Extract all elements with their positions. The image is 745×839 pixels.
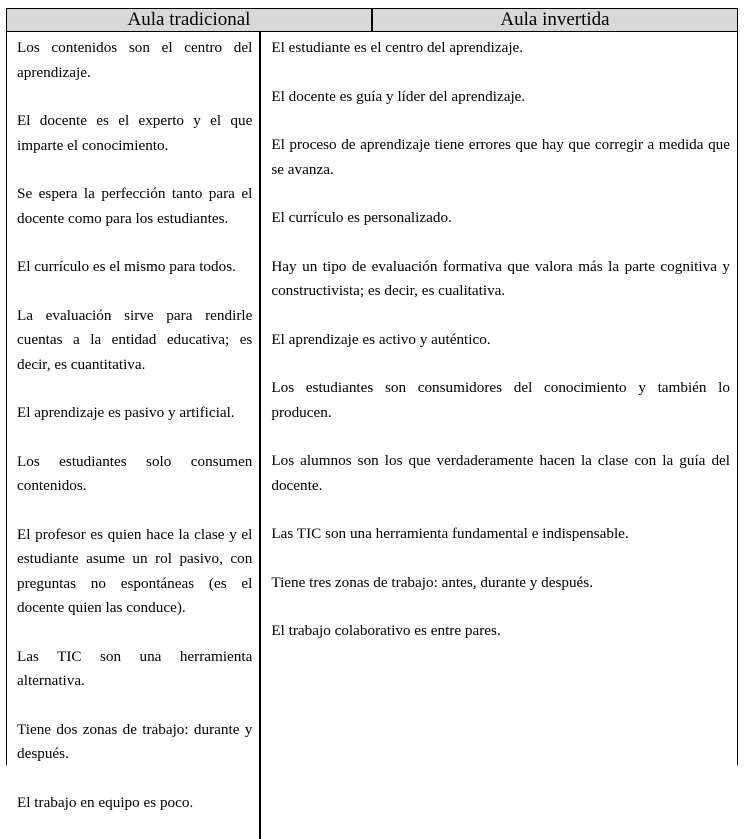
traditional-item: El trabajo en equipo es poco.	[17, 793, 194, 811]
traditional-item: Se espera la perfección tanto para el docente como para los estudiantes.	[17, 185, 253, 227]
flipped-item: Hay un tipo de evaluación formativa que valora más la parte cognitiva y constructivista; es decir, es cualitativa.	[271, 257, 730, 299]
flipped-item: El currículo es personalizado.	[271, 209, 452, 226]
traditional-item: El aprendizaje es pasivo y artificial.	[17, 404, 235, 421]
table-body-row	[7, 32, 737, 839]
flipped-item: El proceso de aprendizaje tiene errores que hay que corregir a medida que se avanza.	[271, 136, 730, 178]
flipped-item: Los alumnos son los que verdaderamente hacen la clase con la guía del docente.	[271, 452, 730, 494]
flipped-item: El docente es guía y líder del aprendizaje.	[271, 87, 526, 105]
traditional-column	[7, 32, 261, 839]
header-flipped-classroom: Aula invertida	[500, 9, 610, 30]
flipped-column	[261, 32, 737, 839]
traditional-item: El currículo es el mismo para todos.	[17, 258, 236, 275]
traditional-item: La evaluación sirve para rendirle cuentas a la entidad educativa; es decir, es cuantitativa.	[17, 306, 253, 373]
traditional-item: Los contenidos son el centro del aprendizaje.	[17, 39, 253, 81]
header-traditional-classroom: Aula tradicional	[7, 9, 373, 31]
comparison-table	[6, 8, 738, 811]
table-header-row	[7, 9, 737, 32]
flipped-item: El estudiante es el centro del aprendizaje.	[271, 39, 524, 56]
traditional-item: Los estudiantes solo consumen contenidos.	[17, 452, 253, 494]
flipped-item: Tiene tres zonas de trabajo: antes, durante y después.	[271, 573, 594, 591]
flipped-item: Las TIC son una herramienta fundamental e indispensable.	[271, 525, 629, 542]
traditional-item: Las TIC son una herramienta alternativa.	[17, 647, 253, 689]
flipped-item: El trabajo colaborativo es entre pares.	[271, 622, 501, 639]
flipped-item: Los estudiantes son consumidores del conocimiento y también lo producen.	[271, 379, 730, 421]
traditional-item: El docente es el experto y el que imparte el conocimiento.	[17, 112, 253, 154]
flipped-item: El aprendizaje es activo y auténtico.	[271, 330, 491, 348]
traditional-item: El profesor es quien hace la clase y el estudiante asume un rol pasivo, con preguntas no espontáneas (es el docente quien las conduce).	[17, 525, 253, 616]
traditional-item: Tiene dos zonas de trabajo: durante y después.	[17, 720, 253, 762]
